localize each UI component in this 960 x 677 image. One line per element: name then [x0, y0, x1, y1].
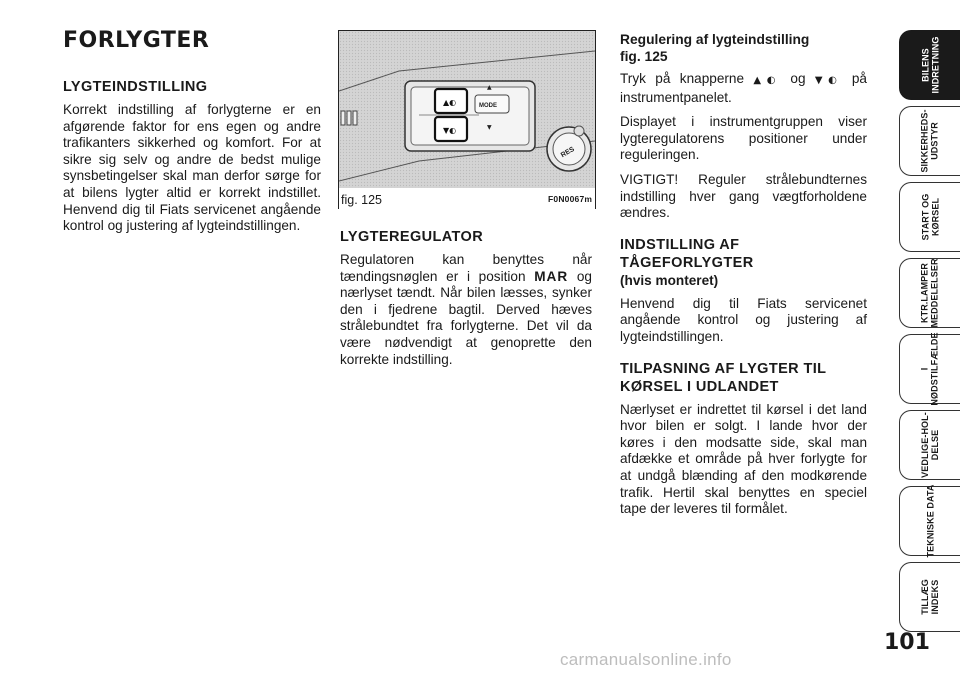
paragraph-vigtigt: VIGTIGT! Reguler strålebundternes indstilling hver gang vægtforholdene ændres. — [620, 171, 867, 221]
paragraph-udlandet: Nærlyset er indrettet til kørsel i det land hvor bilen er solgt. I lande hvor der køres i den modsatte side, skal man afdække et område på hver forlygte for at undgå blænding af den modkørende trafik. Hertil skal benyttes en speciel tape der leveres til formålet. — [620, 401, 867, 517]
figure-125 — [338, 30, 596, 209]
heading-regulering: Regulering af lygteindstilling fig. 125 — [620, 32, 810, 64]
svg-text:▲◐: ▲◐ — [443, 98, 457, 107]
heading-taageforlygter: INDSTILLING AF TÅGEFORLYGTER (hvis monteret) — [620, 236, 754, 288]
figure-code: F0N0067m — [548, 194, 593, 204]
beam-up-icon: ▲◐ — [753, 75, 782, 86]
tab-bilens-indretning[interactable]: BILENS INDRETNING — [899, 30, 960, 100]
column-right — [620, 31, 867, 526]
key-position-mar: MAR — [534, 268, 569, 284]
svg-text:▲: ▲ — [487, 84, 492, 91]
beam-down-icon: ▼◐ — [814, 75, 843, 86]
paragraph-taageforlygter: Henvend dig til Fiats servicenet angående kontrol og justering af lygteindstillingen. — [620, 295, 867, 344]
watermark: carmanualsonline.info — [560, 650, 732, 669]
paragraph-lygteregulator: Regulatoren kan benyttes når tændingsnøglen er i position MAR og nærlyset tændt. Når bilen læsses, synker den i fjedrene bagtil. Derved hæves strålebundtet fra forlygterne. Det vil da være nødvendigt at genoprette den korrekte indstilling. — [340, 252, 592, 367]
svg-text:▼: ▼ — [487, 124, 492, 131]
paragraph-lygteindstilling: Korrekt indstilling af forlygterne er en afgørende faktor for ens egen og andre trafikanters sikkerhed og komfort. For at sikre sig selv og andre de bedst mulige synsbetingelser skal man derfor sørge for at bilens lygter altid er korrekt indstillet. Henvend dig til Fiats servicenet angående kontrol og justering af lygteindstillingen. — [63, 102, 321, 234]
tab-sikkerhedsudstyr[interactable]: SIKKERHEDS- UDSTYR — [899, 106, 960, 176]
dashboard-switch-illustration — [339, 31, 595, 208]
heading-lygteindstilling: LYGTEINDSTILLING — [63, 79, 208, 95]
page-title: FORLYGTER — [63, 28, 210, 53]
paragraph-tryk: Tryk på knapperne ▲◐ og ▼◐ på instrumentpanelet. — [620, 71, 867, 105]
tab-start-og-koersel[interactable]: START OG KØRSEL — [899, 182, 960, 252]
paragraph-display: Displayet i instrumentgruppen viser lygteregulatorens positioner under reguleringen. — [620, 114, 867, 163]
mode-label: MODE — [479, 103, 497, 109]
tab-ktr-lamper[interactable]: KTR.LAMPER MEDDELELSER — [899, 258, 960, 328]
tab-tillaeg-indeks[interactable]: TILLÆG INDEKS — [899, 562, 960, 632]
res-label: RES — [559, 145, 576, 160]
column-middle — [340, 228, 592, 376]
page-number: 101 — [884, 630, 930, 655]
heading-lygteregulator: LYGTEREGULATOR — [340, 229, 484, 245]
tab-tekniske-data[interactable]: TEKNISKE DATA — [899, 486, 960, 556]
heading-udlandet: TILPASNING AF LYGTER TIL KØRSEL I UDLANDET — [620, 360, 827, 395]
svg-text:▼◐: ▼◐ — [443, 126, 457, 135]
tab-noedstilfaelde[interactable]: I NØDSTILFÆLDE — [899, 334, 960, 404]
column-left — [63, 78, 321, 243]
tab-vedligeholdelse[interactable]: VEDLIGE-HOL- DELSE — [899, 410, 960, 480]
figure-caption: fig. 125 — [341, 193, 383, 207]
